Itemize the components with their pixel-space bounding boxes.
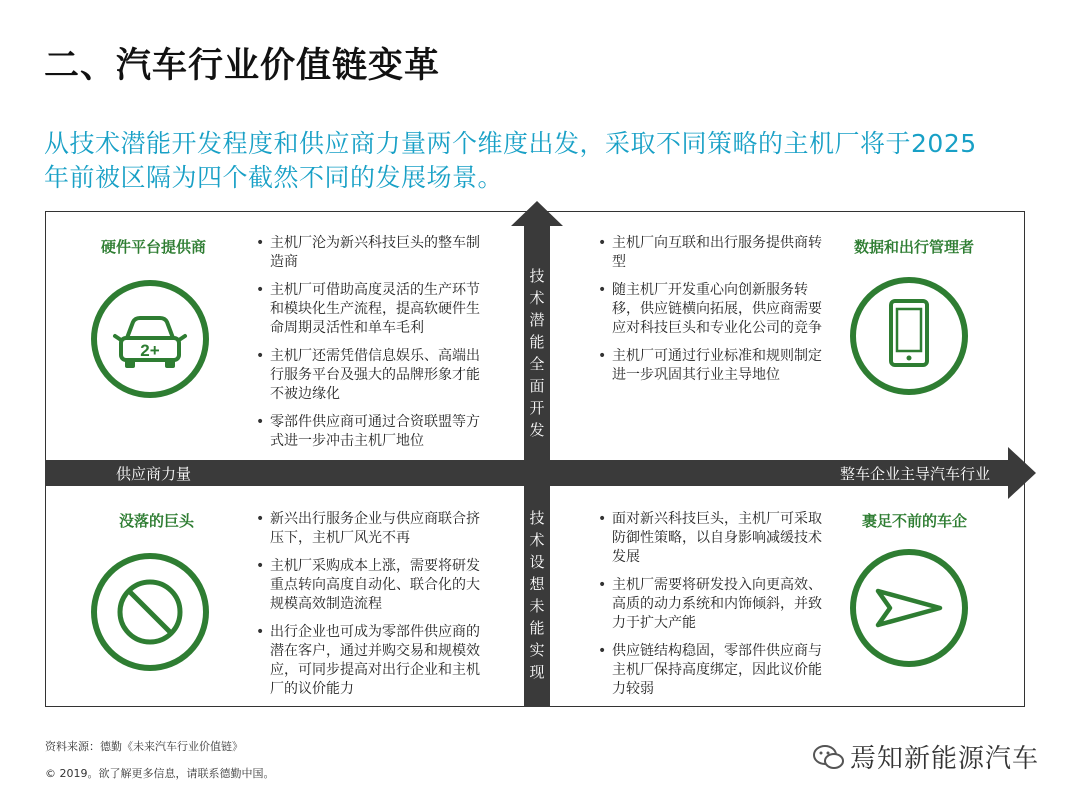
list-item: • 主机厂采购成本上涨，需要将研发重点转向高度自动化、联合化的大规模高效制造流程: [254, 557, 484, 614]
list-item: • 面对新兴科技巨头，主机厂可采取防御性策略，以自身影响减缓技术发展: [596, 510, 826, 567]
bullet-list-bottom-right: [596, 510, 826, 708]
list-item: • 主机厂沦为新兴科技巨头的整车制造商: [254, 234, 484, 272]
wechat-icon: [812, 744, 846, 776]
list-item: • 主机厂可通过行业标准和规则制定进一步巩固其行业主导地位: [596, 347, 826, 385]
quadrant-title-data-mobility-manager: 数据和出行管理者: [854, 238, 975, 256]
watermark-text: 焉知新能源汽车: [850, 744, 1040, 774]
quadrant-title-declining-giant: 没落的巨头: [119, 512, 195, 530]
source-note: 资料来源：德勤《未来汽车行业价值链》: [45, 740, 243, 753]
prohibited-icon: [91, 553, 209, 671]
bullet-list-top-right: [596, 234, 826, 394]
quadrant-title-stagnant-automaker: 裹足不前的车企: [862, 512, 968, 530]
list-item: • 主机厂需要将研发投入向更高效、高质的动力系统和内饰倾斜，并致力于扩大产能: [596, 576, 826, 633]
quadrant-title-hardware-platform: 硬件平台提供商: [101, 238, 207, 256]
list-item: • 零部件供应商可通过合资联盟等方式进一步冲击主机厂地位: [254, 413, 484, 451]
list-item: • 主机厂可借助高度灵活的生产环节和模块化生产流程，提高软硬件生命周期灵活性和单车毛利: [254, 281, 484, 338]
page-title: 二、汽车行业价值链变革: [44, 46, 441, 86]
subtitle-line-2: 年前被区隔为四个截然不同的发展场景。: [44, 163, 504, 192]
list-item: • 新兴出行服务企业与供应商联合挤压下，主机厂风光不再: [254, 510, 484, 548]
vertical-axis-bottom-label: 技术设想未能实现: [529, 509, 545, 681]
svg-text:2+: 2+: [140, 341, 160, 360]
navigation-arrow-icon: [850, 549, 968, 667]
bullet-list-bottom-left: [254, 510, 484, 708]
copyright-note: © 2019。欲了解更多信息，请联系德勤中国。: [45, 767, 275, 780]
list-item: • 主机厂向互联和出行服务提供商转型: [596, 234, 826, 272]
car-icon: [91, 280, 209, 398]
smartphone-icon: [850, 277, 968, 395]
horizontal-axis-right-label: 整车企业主导汽车行业: [840, 465, 991, 483]
list-item: • 出行企业也可成为零部件供应商的潜在客户，通过并购交易和规模效应，可同步提高对出行企业和主机厂的议价能力: [254, 623, 484, 699]
list-item: • 主机厂还需凭借信息娱乐、高端出行服务平台及强大的品牌形象才能不被边缘化: [254, 347, 484, 404]
vertical-axis-top-label: 技术潜能全面开发: [529, 267, 545, 439]
list-item: • 随主机厂开发重心向创新服务转移，供应链横向拓展，供应商需要应对科技巨头和专业化公司的竞争: [596, 281, 826, 338]
horizontal-axis-left-label: 供应商力量: [116, 465, 192, 483]
bullet-list-top-left: [254, 234, 484, 460]
subtitle-line-1: 从技术潜能开发程度和供应商力量两个维度出发，采取不同策略的主机厂将于2025: [44, 129, 977, 158]
list-item: • 供应链结构稳固，零部件供应商与主机厂保持高度绑定，因此议价能力较弱: [596, 642, 826, 699]
